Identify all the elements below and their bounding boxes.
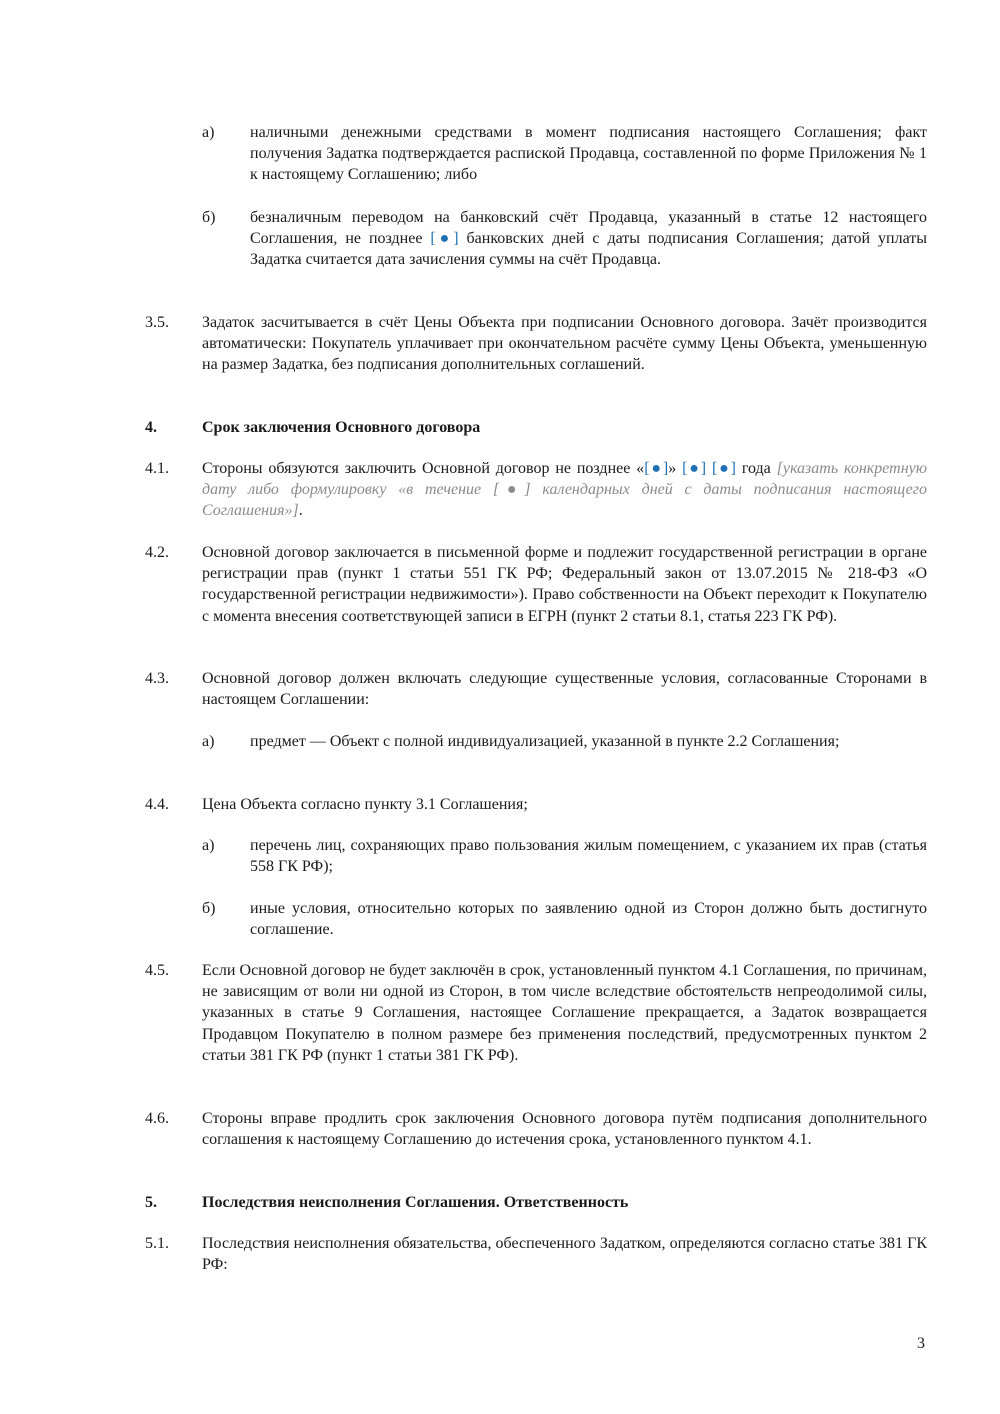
- clause-number: 4.5.: [145, 962, 169, 979]
- section-number: 4.: [145, 419, 157, 436]
- clause-text: предмет — Объект с полной индивидуализацией, указанной в пункте 2.2 Соглашения;: [250, 733, 840, 750]
- clause-number: 4.4.: [145, 796, 169, 813]
- clause-number: 4.2.: [145, 544, 169, 561]
- clause-number: а): [202, 733, 215, 750]
- drafting-note: [указать конкретную дату либо формулировку «в течение [●] календарных дней с даты подписания настоящего Соглашения»]: [202, 460, 928, 520]
- placeholder-marker: [●]: [711, 460, 736, 477]
- clause-text: [250, 207, 927, 271]
- clause-text: [202, 458, 927, 522]
- clause-text: Если Основной договор не будет заключён в срок, установленный пунктом 4.1 Соглашения, по причинам, не зависящим от воли ни одной из Сторон, в том числе вследствие обстоятельств непреодолимой силы, указанных в статье 9 Соглашения, настоящее Соглашение прекращается, а Задаток возвращается Продавцом Покупателю в полном размере без применения последствий, предусмотренных пунктом 2 статьи 381 ГК РФ (пункт 1 статьи 381 ГК РФ).: [202, 962, 927, 1064]
- clause-text: Основной договор заключается в письменной форме и подлежит государственной регистрации в органе регистрации прав (пункт 1 статьи 551 ГК РФ; Федеральный закон от 13.07.2015 № 218-ФЗ «О государственной регистрации недвижимости»). Право собственности на Объект переходит к Покупателю с момента внесения соответствующей записи в ЕГРН (пункт 2 статьи 8.1, статья 223 ГК РФ).: [202, 544, 927, 625]
- clause-number: 5.1.: [145, 1235, 169, 1252]
- text-segment: »: [668, 460, 683, 477]
- clause-text: наличными денежными средствами в момент подписания настоящего Соглашения; факт получения Задатка подтверждается распиской Продавца, составленной по форме Приложения № 1 к настоящему Соглашению; либо: [250, 124, 927, 184]
- page-number: 3: [917, 1335, 925, 1352]
- clause-text: Цена Объекта согласно пункту 3.1 Соглашения;: [202, 796, 528, 813]
- clause-number: б): [202, 900, 216, 917]
- text-segment: банковских дней с даты подписания Соглашения; датой уплаты Задатка считается дата зачисления суммы на счёт Продавца.: [250, 230, 928, 269]
- clause-text: Стороны вправе продлить срок заключения Основного договора путём подписания дополнительного соглашения к настоящему Соглашению до истечения срока, установленного пунктом 4.1.: [202, 1110, 927, 1149]
- clause-number: а): [202, 124, 215, 141]
- clause-text: Задаток засчитывается в счёт Цены Объекта при подписании Основного договора. Зачёт производится автоматически: Покупатель уплачивает при окончательном расчёте сумму Цены Объекта, уменьшенную на размер Задатка, без подписания дополнительных соглашений.: [202, 314, 927, 374]
- clause-text: иные условия, относительно которых по заявлению одной из Сторон должно быть достигнуто соглашение.: [250, 900, 927, 939]
- clause-number: б): [202, 209, 216, 226]
- text-segment: .: [298, 502, 303, 520]
- clause-number: 4.1.: [145, 460, 169, 477]
- clause-text: перечень лиц, сохраняющих право пользования жилым помещением, с указанием их прав (статья 558 ГК РФ);: [250, 837, 927, 876]
- text-segment: Стороны обязуются заключить Основной договор не позднее «: [202, 460, 645, 477]
- clause-number: а): [202, 837, 215, 854]
- section-title: Последствия неисполнения Соглашения. Ответственность: [202, 1194, 629, 1211]
- section-title: Срок заключения Основного договора: [202, 419, 481, 436]
- clause-number: 4.6.: [145, 1110, 169, 1127]
- clause-text: Последствия неисполнения обязательства, обеспеченного Задатком, определяются согласно статье 381 ГК РФ:: [202, 1235, 927, 1274]
- section-number: 5.: [145, 1194, 157, 1211]
- placeholder-marker: [●]: [682, 460, 707, 477]
- clause-text: Основной договор должен включать следующие существенные условия, согласованные Сторонами в настоящем Соглашении:: [202, 670, 927, 709]
- placeholder-marker: [●]: [644, 460, 669, 477]
- clause-number: 4.3.: [145, 670, 169, 687]
- text-segment: безналичным переводом на банковский счёт Продавца, указанный в статье 12 настоящего Соглашения, не позднее: [250, 209, 927, 248]
- clause-number: 3.5.: [145, 314, 169, 331]
- text-segment: года: [735, 460, 777, 477]
- placeholder-marker: [●]: [430, 230, 459, 248]
